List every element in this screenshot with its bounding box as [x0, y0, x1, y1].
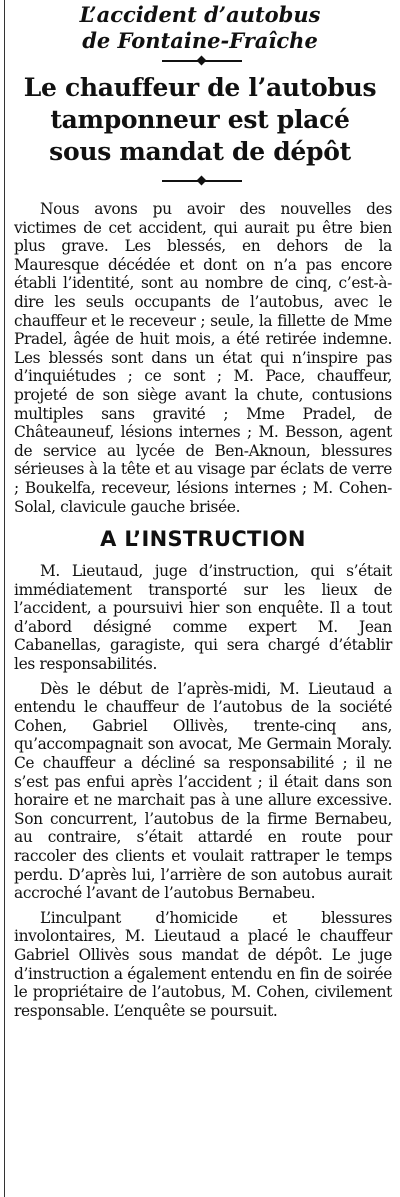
diamond-ornament-icon — [197, 56, 207, 66]
headline-line-2: tamponneur est placé — [50, 105, 350, 134]
ornament-divider-2 — [0, 176, 400, 186]
section-subhead: A L’INSTRUCTION — [100, 527, 306, 552]
instruction-paragraph-2: Dès le début de l’après-midi, M. Lieutaud a entendu le chauffeur de l’autobus de la société Cohen, Gabriel Ollivès, trente-cinq ans, qu’accompagnait son avocat, Me Germain Moraly. Ce chauffeur a décliné sa responsabilité ; il ne s’est pas enfui après l’accident ; il était dans son horaire et ne marchait pas à une allure excessive. Son concurrent, l’autobus de la firme Bernabeu, au contraire, s’était attardé en route pour raccoler des clients et voulait rattraper le temps perdu. D’après lui, l’arrière de son autobus aurait accroché l’avant de l’autobus Bernabeu. — [14, 679, 392, 903]
headline-line-3: sous mandat de dépôt — [49, 137, 351, 166]
instruction-paragraph-1: M. Lieutaud, juge d’instruction, qui s’était immédiatement transporté sur les lieux de l’accident, a poursuivi hier son enquête. Il a tout d’abord désigné comme expert M. Jean Cabanellas, garagiste, qui sera chargé d’établir les responsabilités. — [14, 562, 392, 674]
kicker-line-2: de Fontaine-Fraîche — [82, 28, 318, 53]
article-body — [14, 200, 392, 1020]
article-headline — [6, 72, 394, 168]
ornament-divider — [0, 56, 400, 66]
article-kicker — [8, 0, 392, 54]
headline-line-1: Le chauffeur de l’autobus — [23, 73, 377, 102]
diamond-ornament-icon — [197, 176, 207, 186]
intro-paragraph: Nous avons pu avoir des nouvelles des victimes de cet accident, qui aurait pu être bien plus grave. Les blessés, en dehors de la Mauresque décédée et dont on n’a pas encore établi l’identité, sont au nombre de cinq, c’est-à-dire les seuls occupants de l’autobus, avec le chauffeur et le receveur ; seule, la fillette de Mme Pradel, âgée de huit mois, a été retirée indemne. Les blessés sont dans un état qui n’inspire pas d’inquiétudes ; ce sont ; M. Pace, chauffeur, projeté de son siège avant la chute, contusions multiples sans gravité ; Mme Pradel, de Châteauneuf, lésions internes ; M. Besson, agent de service au lycée de Ben-Aknoun, blessures sérieuses à la tête et au visage par éclats de verre ; Boukelfa, receveur, lésions internes ; M. Cohen-Solal, clavicule gauche brisée. — [14, 200, 392, 516]
instruction-paragraph-3: L’inculpant d’homicide et blessures involontaires, M. Lieutaud a placé le chauffeur Gabriel Ollivès sous mandat de dépôt. Le juge d’instruction a également entendu en fin de soirée le propriétaire de l’autobus, M. Cohen, civilement responsable. L’enquête se poursuit. — [14, 908, 392, 1020]
kicker-line-1: L’accident d’autobus — [79, 2, 321, 27]
